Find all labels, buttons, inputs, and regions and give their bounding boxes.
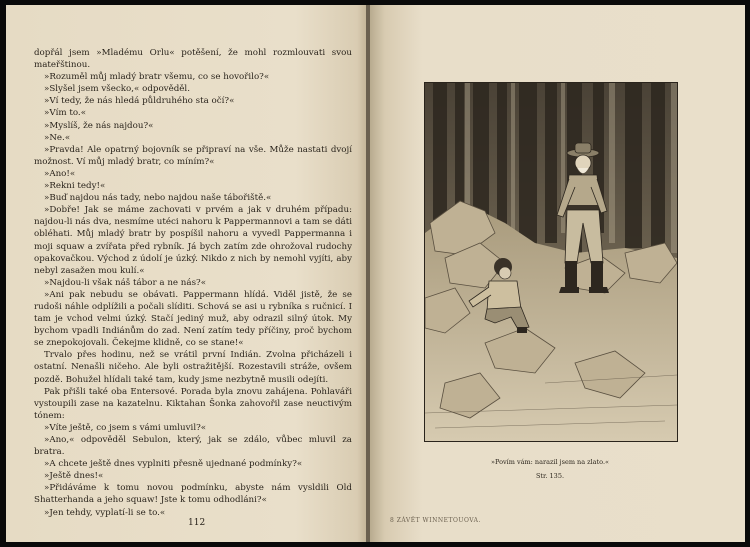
- text-paragraph: »Ano,« odpověděl Sebulon, který, jak se zdálo, vůbec mluvil za bratra.: [34, 435, 352, 458]
- illustration-caption: »Povím vám: narazil jsem na zlato.«: [490, 458, 610, 466]
- left-page-text: [34, 47, 352, 519]
- text-paragraph: »Najdou-li však náš tábor a ne nás?«: [44, 277, 207, 288]
- text-paragraph: »Dobře! Jak se máme zachovati v prvém a jak v druhém případu: najdou-li nás dva, nesmíme utéci nahoru k Pappermannovi a tam se dáti obléhati. Můj mladý bratr by pospíšil nahoru a vyvedl Pappermanna i moji squaw a zvířata před rybník. Já bych zatím zde ohrožoval rudochy opakovačkou. Východ z údolí je úzký. Nikdo z nich by nemohl vyjíti, aby nebyl zasažen mou kulí.«: [34, 205, 352, 276]
- illustration-frame: [424, 82, 678, 442]
- text-paragraph: »Rekni tedy!«: [44, 181, 106, 192]
- text-paragraph: »Víte ještě, co jsem s vámi umluvil?«: [44, 422, 207, 433]
- text-paragraph: Trvalo přes hodinu, než se vrátil první Indián. Zvolna přicházeli i ostatní. Nenašli ničeho. Ale byli ostražitější. Rozestavili stráže, ovšem pozdě. Bohužel hlídali také tam, kudy jsme nezbytně musili odejíti.: [34, 350, 352, 385]
- text-paragraph: Pak přišli také oba Entersové. Porada byla znovu zahájena. Pohlaváři vystoupili zase na kazatelnu. Kiktahan Šonka zahovořil zase neuctivým tónem:: [34, 386, 352, 421]
- left-page: [6, 5, 368, 542]
- text-paragraph: »Ne.«: [44, 132, 71, 143]
- text-paragraph: »Jen tehdy, vyplatí-li se to.«: [44, 507, 166, 518]
- text-paragraph: »Myslíš, že nás najdou?«: [44, 120, 154, 131]
- text-paragraph: »Pravda! Ale opatrný bojovník se připraví na vše. Může nastati dvojí možnost. Ví můj mladý bratr, co míním?«: [34, 144, 352, 167]
- figure-reference: Str. 135.: [535, 472, 565, 480]
- text-paragraph: »Buď najdou nás tady, nebo najdou naše tábořiště.«: [44, 193, 272, 204]
- text-paragraph: »Vím to.«: [44, 108, 87, 119]
- book-spread: [6, 5, 745, 542]
- text-paragraph: »Ví tedy, že nás hledá půldruhého sta očí?«: [44, 96, 235, 107]
- text-paragraph: »Ještě dnes!«: [44, 471, 104, 482]
- text-paragraph: »Přidáváme k tomu novou podmínku, abyste nám vysldili Old Shatterhanda a jeho squaw! Jste k tomu odhodláni?«: [34, 483, 352, 506]
- text-paragraph: »Slyšel jsem všecko,« odpověděl.: [44, 84, 190, 95]
- signature-footer: 8 ZÁVĚT WINNETOUOVA.: [390, 517, 481, 524]
- text-paragraph: »Rozuměl můj mladý bratr všemu, co se hovořilo?«: [44, 72, 270, 83]
- text-paragraph: »Ani pak nebudu se obávati. Pappermann hlídá. Viděl jistě, že se rudoši náhle odplížili a počali slíditi. Schová se asi u rybníka s ručnicí. I tam je vchod velmi úzký. Stačí jediný muž, aby odrazil silný útok. My bychom vpadli Indiánům do zad. Není zatím tedy příčiny, proč bychom se znepokojovali. Čekejme klidně, co se stane!«: [34, 289, 352, 349]
- right-page: [370, 5, 745, 542]
- page-number: 112: [188, 518, 206, 528]
- text-paragraph: »Ano!«: [44, 168, 76, 179]
- text-paragraph: »A chcete ještě dnes vyplniti přesně ujednané podmínky?«: [44, 459, 303, 470]
- forest-illustration: [425, 83, 677, 441]
- text-paragraph: dopřál jsem »Mladému Orlu« potěšení, že mohl rozmlouvati svou mateřštinou.: [34, 48, 352, 71]
